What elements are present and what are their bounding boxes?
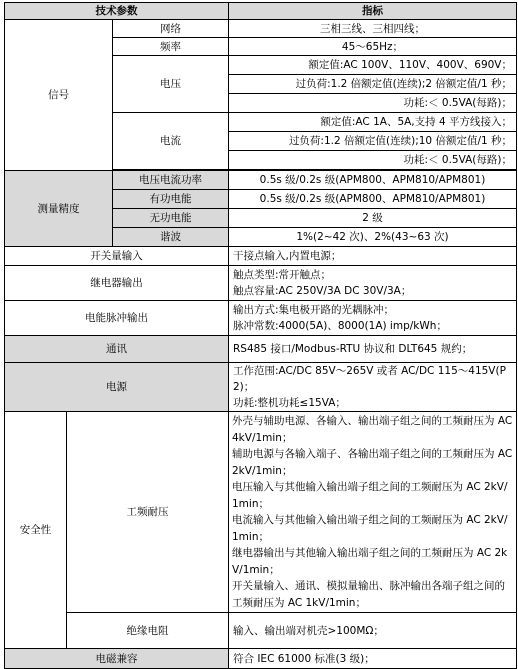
pulse-constant: 脉冲常数:4000(5A)、8000(1A) imp/kWh； xyxy=(233,320,447,332)
power-range: 工作范围:AC/DC 85V～265V 或者 AC/DC 115～415V(P2)； xyxy=(233,365,506,393)
switch-input-label: 开关量输入 xyxy=(5,247,229,266)
voltage-overload: 过负荷:1.2 倍额定值(连续);2 倍额定值/1 秒； xyxy=(229,75,517,94)
relay-contact-type: 触点类型:常开触点； xyxy=(233,269,332,281)
withstand-label: 工频耐压 xyxy=(67,412,229,613)
emc-value: 符合 IEC 61000 标准(3 级)； xyxy=(229,649,517,669)
safety-label: 安全性 xyxy=(5,412,67,649)
spec-header: 指标 xyxy=(229,3,517,20)
withstand-line: 电流输入与其他输入输出端子组之间的工频耐压为 AC 2kV/1min； xyxy=(232,514,508,543)
vi-power-label: 电压电流功率 xyxy=(113,171,229,190)
network-value: 三相三线、三相四线； xyxy=(229,20,517,38)
header-row xyxy=(5,3,517,20)
param-header: 技术参数 xyxy=(5,3,229,20)
power-consumption: 功耗:整机功耗≤15VA； xyxy=(233,397,346,409)
emc-row xyxy=(5,649,517,669)
accuracy-label: 测量精度 xyxy=(5,171,113,247)
withstand-line: 外壳与辅助电源、各输入、输出端子组之间的工频耐压为 AC 4kV/1min； xyxy=(232,415,513,444)
power-row xyxy=(5,363,517,412)
safety-withstand-row xyxy=(5,412,517,613)
frequency-value: 45～65Hz； xyxy=(229,38,517,56)
signal-network-row xyxy=(5,20,517,38)
network-label: 网络 xyxy=(113,20,229,38)
current-overload: 过负荷:1.2 倍额定值(连续);10 倍额定值/1 秒； xyxy=(229,132,517,151)
switch-input-value: 干接点输入,内置电源； xyxy=(229,247,517,266)
harmonic-value: 1%(2~42 次)、2%(43~63 次) xyxy=(229,228,517,247)
pulse-output-value xyxy=(229,301,517,336)
reactive-energy-value: 2 级 xyxy=(229,209,517,228)
insulation-label: 绝缘电阻 xyxy=(67,613,229,649)
current-label: 电流 xyxy=(113,113,229,170)
withstand-line: 开关量输入、通讯、模拟量输出、脉冲输出各端子组之间的工频耐压为 AC 1kV/1min； xyxy=(232,580,505,609)
voltage-power: 功耗:＜ 0.5VA(每路)； xyxy=(229,94,517,113)
vi-power-value: 0.5s 级/0.2s 级(APM800、APM810/APM801) xyxy=(229,171,517,190)
relay-output-row xyxy=(5,266,517,301)
current-power: 功耗:＜ 0.5VA(每路)； xyxy=(229,151,517,170)
emc-label: 电磁兼容 xyxy=(5,649,229,669)
pulse-output-mode: 输出方式:集电极开路的光耦脉冲； xyxy=(233,304,395,316)
frequency-label: 频率 xyxy=(113,38,229,56)
active-energy-label: 有功电能 xyxy=(113,190,229,209)
relay-output-value xyxy=(229,266,517,301)
power-value xyxy=(229,363,517,412)
voltage-rated: 额定值:AC 100V、110V、400V、690V； xyxy=(229,56,517,75)
insulation-value: 输入、输出端对机壳>100MΩ； xyxy=(229,613,517,649)
voltage-label: 电压 xyxy=(113,56,229,113)
comm-label: 通讯 xyxy=(5,336,229,363)
relay-contact-capacity: 触点容量:AC 250V/3A DC 30V/3A； xyxy=(233,285,412,297)
pulse-output-label: 电能脉冲输出 xyxy=(5,301,229,336)
comm-row xyxy=(5,336,517,363)
pulse-output-row xyxy=(5,301,517,336)
relay-output-label: 继电器输出 xyxy=(5,266,229,301)
withstand-line: 继电器输出与其他输入输出端子组之间的工频耐压为 AC 2kV/1min； xyxy=(232,547,508,576)
comm-value: RS485 接口/Modbus-RTU 协议和 DLT645 规约； xyxy=(229,336,517,363)
withstand-value xyxy=(229,412,517,613)
harmonic-label: 谐波 xyxy=(113,228,229,247)
switch-input-row xyxy=(5,247,517,266)
power-label: 电源 xyxy=(5,363,229,412)
active-energy-value: 0.5s 级/0.2s 级(APM800、APM810/APM801) xyxy=(229,190,517,209)
accuracy-vi-row xyxy=(5,171,517,190)
spec-table xyxy=(4,2,517,669)
withstand-line: 辅助电源与各输入端子、各输出端子组之间的工频耐压为 AC 2kV/1min； xyxy=(232,448,513,477)
current-rated: 额定值:AC 1A、5A,支持 4 平方线接入； xyxy=(229,113,517,132)
signal-label: 信号 xyxy=(5,20,113,171)
withstand-line: 电压输入与其他输入输出端子组之间的工频耐压为 AC 2kV/1min； xyxy=(232,481,508,510)
reactive-energy-label: 无功电能 xyxy=(113,209,229,228)
